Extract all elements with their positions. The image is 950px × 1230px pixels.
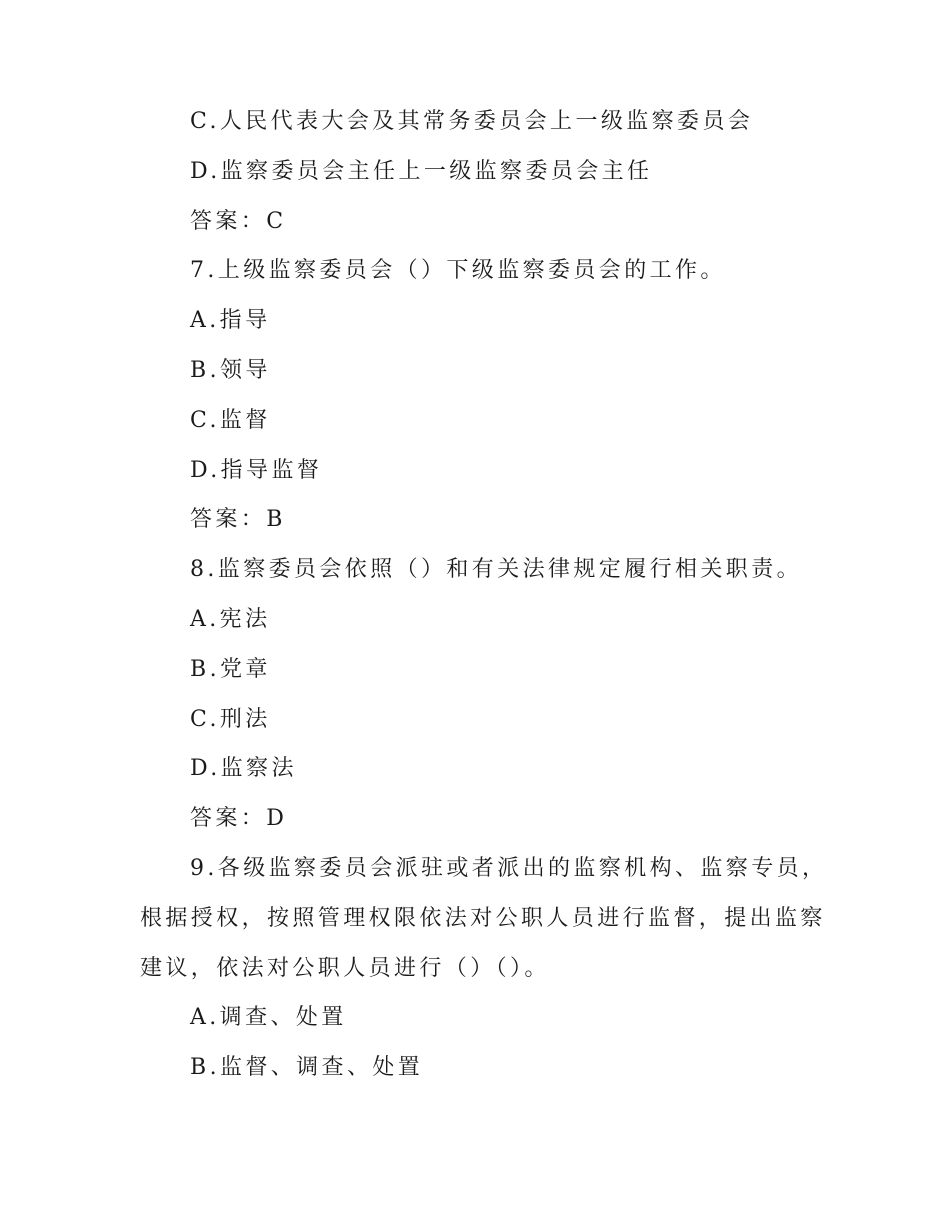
answer-q8: 答案：D [190,806,288,832]
question-8: 8.监察委员会依照（）和有关法律规定履行相关职责。 [190,557,802,583]
option-a-q7: A.指导 [190,308,271,334]
question-9-line-3: 建议，依法对公职人员进行（）（）。 [140,955,550,981]
option-c-q7: C.监督 [190,407,271,433]
option-b-q8: B.党章 [190,656,271,682]
option-d-q7: D.指导监督 [190,457,323,483]
option-a-q8: A.宪法 [190,606,271,632]
option-d-q8: D.监察法 [190,756,297,782]
option-c-q8: C.刑法 [190,706,271,732]
option-b-q7: B.领导 [190,357,271,383]
answer-q7: 答案：B [190,507,286,533]
answer-q6: 答案：C [190,208,287,234]
question-9-line-2: 根据授权，按照管理权限依法对公职人员进行监督，提出监察 [140,905,826,931]
option-b-q9: B.监督、调查、处置 [190,1055,424,1081]
question-9-line-1: 9.各级监察委员会派驻或者派出的监察机构、监察专员， [190,855,828,881]
document-body [0,97,950,1093]
option-a-q9: A.调查、处置 [190,1005,347,1031]
option-c-q6: C.人民代表大会及其常务委员会上一级监察委员会 [190,109,754,134]
question-7: 7.上级监察委员会（）下级监察委员会的工作。 [190,258,726,284]
option-d-q6: D.监察委员会主任上一级监察委员会主任 [190,158,653,184]
